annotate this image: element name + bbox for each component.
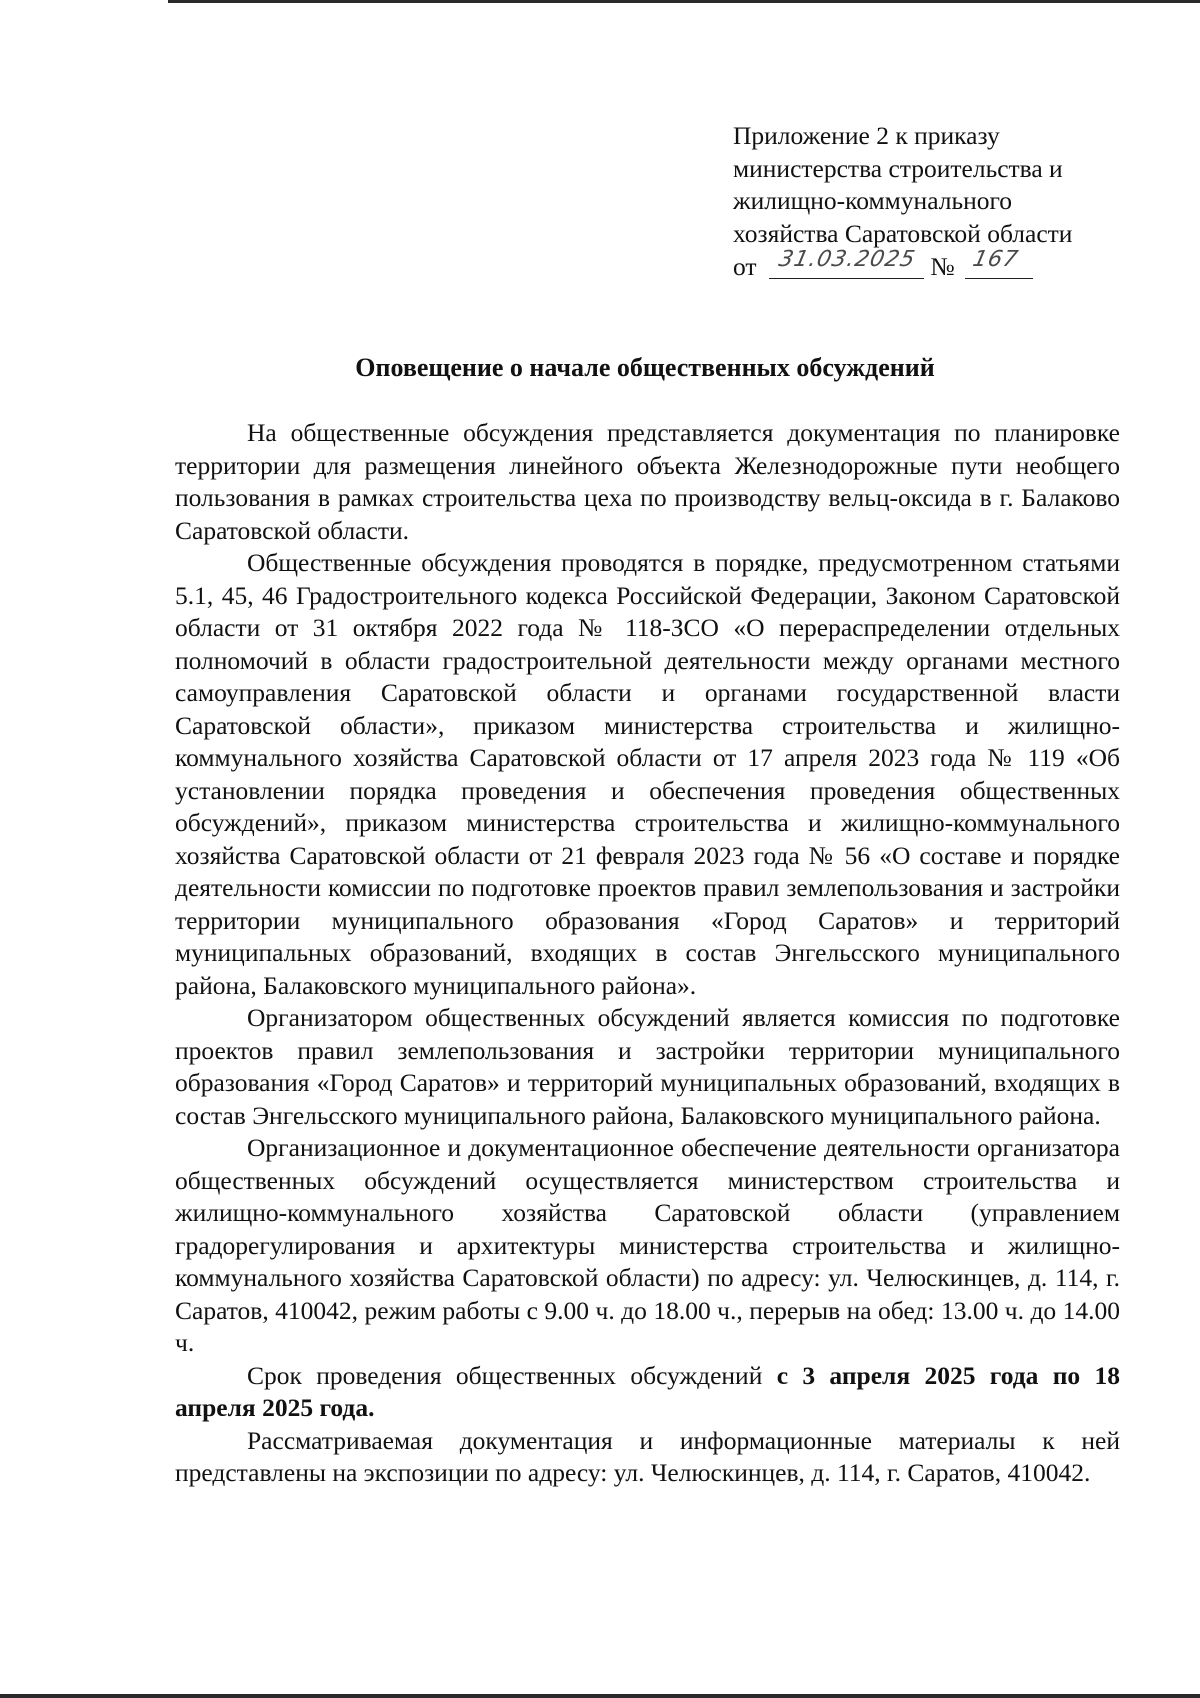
number-fill-line [965,246,1033,279]
date-prefix: от [733,252,757,281]
appendix-line-1: Приложение 2 к приказу [733,121,1000,150]
paragraph-support: Организационное и документационное обеспечение деятельности организатора общественных обсуждений осуществляется министерством строительства и жилищно-коммунального хозяйства Саратовской области (управлением градорегулирования и архитектуры министерства строительства и жилищно-коммунального хозяйства Саратовской области) по адресу: ул. Челюскинцев, д. 114, г. Саратов, 410042, режим работы с 9.00 ч. до 18.00 ч., перерыв на обед: 13.00 ч. до 14.00 ч. [175,1133,1120,1357]
handwritten-date: 31.03.2025 [776,246,918,272]
period-dates: с 3 апреля 2025 года по 18 апреля 2025 года. [175,1360,1120,1422]
paragraph-period [175,1360,1120,1425]
appendix-line-4: хозяйства Саратовской области [733,218,1073,248]
period-text: Срок проведения общественных обсуждений [247,1360,777,1390]
appendix-block [733,120,1173,284]
scan-edge-top [168,0,1200,3]
paragraph-organizer: Организатором общественных обсуждений является комиссия по подготовке проектов правил землепользования и застройки территории муниципального образования «Город Саратов» и территорий муниципальных образований, входящих в состав Энгельсского муниципального района, Балаковского муниципального района. [175,1003,1120,1130]
scan-edge-bottom [0,1694,1200,1698]
handwritten-number: 167 [970,246,1021,272]
paragraph-exposition: Рассматриваемая документация и информационные материалы к ней представлены на экспозиции по адресу: ул. Челюскинцев, д. 114, г. Саратов, 410042. [175,1425,1120,1487]
paragraph-subject: На общественные обсуждения представляется документация по планировке территории для размещения линейного объекта Железнодорожные пути необщего пользования в рамках строительства цеха по производству вельц-оксида в г. Балаково Саратовской области. [175,418,1120,545]
appendix-line-2: министерства строительства и [733,153,1063,183]
document-title: Оповещение о начале общественных обсуждений [355,353,935,382]
paragraph-legal-basis: Общественные обсуждения проводятся в порядке, предусмотренном статьями 5.1, 45, 46 Градостроительного кодекса Российской Федерации, Законом Саратовской области от 31 октября 2022 года № 118-ЗСО «О перераспределении отдельных полномочий в области градостроительной деятельности между органами местного самоуправления Саратовской области и органами государственной власти Саратовской области», приказом министерства строительства и жилищно-коммунального хозяйства Саратовской области от 17 апреля 2023 года № 119 «Об установлении порядка проведения и обеспечения проведения общественных обсуждений», приказом министерства строительства и жилищно-коммунального хозяйства Саратовской области от 21 февраля 2023 года № 56 «О составе и порядке деятельности комиссии по подготовке проектов правил землепользования и застройки территории муниципального образования «Город Саратов» и территорий муниципальных образований, входящих в состав Энгельсского муниципального района, Балаковского муниципального района». [175,548,1120,1000]
document-body [175,417,1120,1490]
order-date-number-row [733,246,1173,284]
number-prefix: № [930,252,955,281]
appendix-line-3: жилищно-коммунального [733,186,1013,215]
date-fill-line [769,246,924,279]
